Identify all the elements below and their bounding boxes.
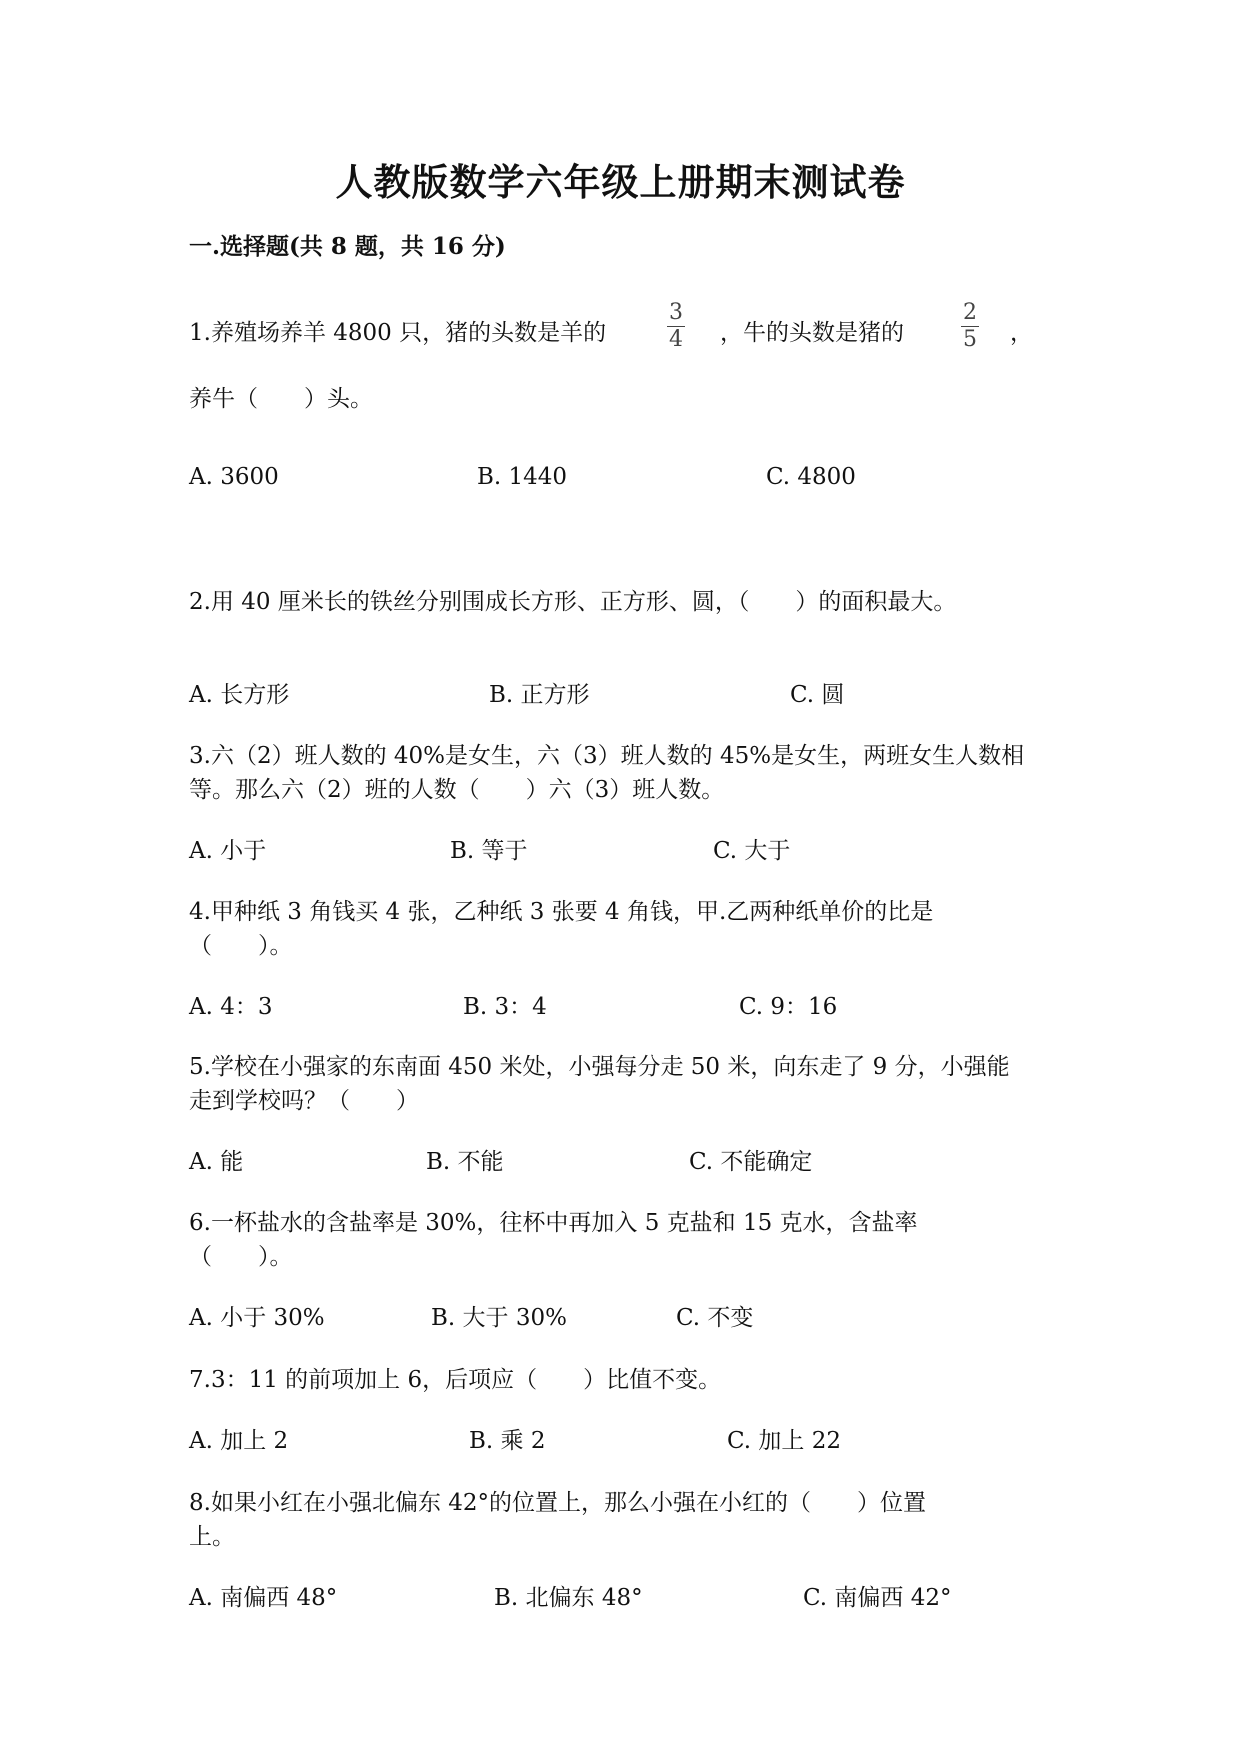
question-4-line-2: （ ）。: [189, 933, 293, 959]
question-2-option-a[interactable]: A. 长方形: [189, 682, 290, 708]
question-2-line-1: 2.用 40 厘米长的铁丝分别围成长方形、正方形、圆，（ ）的面积最大。: [189, 589, 957, 615]
fraction-two-fifths: [955, 300, 985, 353]
fraction-denominator: 4: [669, 327, 683, 352]
question-3-line-2: 等。那么六（2）班的人数（ ）六（3）班人数。: [189, 777, 725, 803]
question-1-option-c[interactable]: C. 4800: [766, 464, 856, 490]
question-4-line-1: 4.甲种纸 3 角钱买 4 张，乙种纸 3 张要 4 角钱，甲.乙两种纸单价的比是: [189, 899, 934, 925]
question-8-option-c[interactable]: C. 南偏西 42°: [803, 1585, 952, 1611]
question-4-option-b[interactable]: B. 3：4: [463, 994, 547, 1020]
question-1-line-2: 养牛（ ）头。: [189, 386, 373, 412]
question-4-option-a[interactable]: A. 4：3: [189, 994, 273, 1020]
fraction-denominator: 5: [963, 327, 977, 352]
question-3-option-b[interactable]: B. 等于: [450, 838, 528, 864]
question-6-option-b[interactable]: B. 大于 30%: [431, 1305, 567, 1331]
fraction-three-quarters: [661, 300, 691, 353]
question-2-option-b[interactable]: B. 正方形: [489, 682, 590, 708]
question-4-option-c[interactable]: C. 9：16: [739, 994, 838, 1020]
question-1-line-1c: ，: [1010, 320, 1033, 346]
fraction-numerator: 3: [669, 300, 683, 325]
question-6-line-1: 6.一杯盐水的含盐率是 30%，往杯中再加入 5 克盐和 15 克水，含盐率: [189, 1210, 918, 1236]
question-7-option-b[interactable]: B. 乘 2: [469, 1428, 546, 1454]
question-6-option-c[interactable]: C. 不变: [676, 1305, 754, 1331]
question-8-option-b[interactable]: B. 北偏东 48°: [494, 1585, 643, 1611]
question-1-option-a[interactable]: A. 3600: [189, 464, 279, 490]
question-8-line-2: 上。: [189, 1524, 235, 1550]
page-title: 人教版数学六年级上册期末测试卷: [335, 160, 906, 204]
section-heading: 一.选择题(共 8 题，共 16 分): [189, 233, 506, 260]
question-1-line-1: 1.养殖场养羊 4800 只，猪的头数是羊的: [189, 320, 607, 346]
question-5-option-c[interactable]: C. 不能确定: [689, 1149, 813, 1175]
question-1-line-1b: ，牛的头数是猪的: [720, 320, 904, 346]
fraction-numerator: 2: [963, 300, 977, 325]
question-5-line-2: 走到学校吗？（ ）: [189, 1088, 419, 1114]
question-6-line-2: （ ）。: [189, 1244, 293, 1270]
question-5-option-a[interactable]: A. 能: [189, 1149, 244, 1175]
question-8-option-a[interactable]: A. 南偏西 48°: [189, 1585, 338, 1611]
question-3-option-a[interactable]: A. 小于: [189, 838, 267, 864]
question-7-option-c[interactable]: C. 加上 22: [727, 1428, 841, 1454]
question-5-line-1: 5.学校在小强家的东南面 450 米处，小强每分走 50 米，向东走了 9 分，小强能: [189, 1054, 1010, 1080]
question-8-line-1: 8.如果小红在小强北偏东 42°的位置上，那么小强在小红的（ ）位置: [189, 1490, 927, 1516]
question-7-line-1: 7.3：11 的前项加上 6，后项应（ ）比值不变。: [189, 1367, 722, 1393]
question-1-option-b[interactable]: B. 1440: [477, 464, 568, 490]
question-6-option-a[interactable]: A. 小于 30%: [189, 1305, 325, 1331]
question-2-option-c[interactable]: C. 圆: [790, 682, 845, 708]
question-5-option-b[interactable]: B. 不能: [426, 1149, 504, 1175]
question-3-line-1: 3.六（2）班人数的 40%是女生，六（3）班人数的 45%是女生，两班女生人数相: [189, 743, 1025, 769]
question-7-option-a[interactable]: A. 加上 2: [189, 1428, 289, 1454]
question-3-option-c[interactable]: C. 大于: [713, 838, 791, 864]
